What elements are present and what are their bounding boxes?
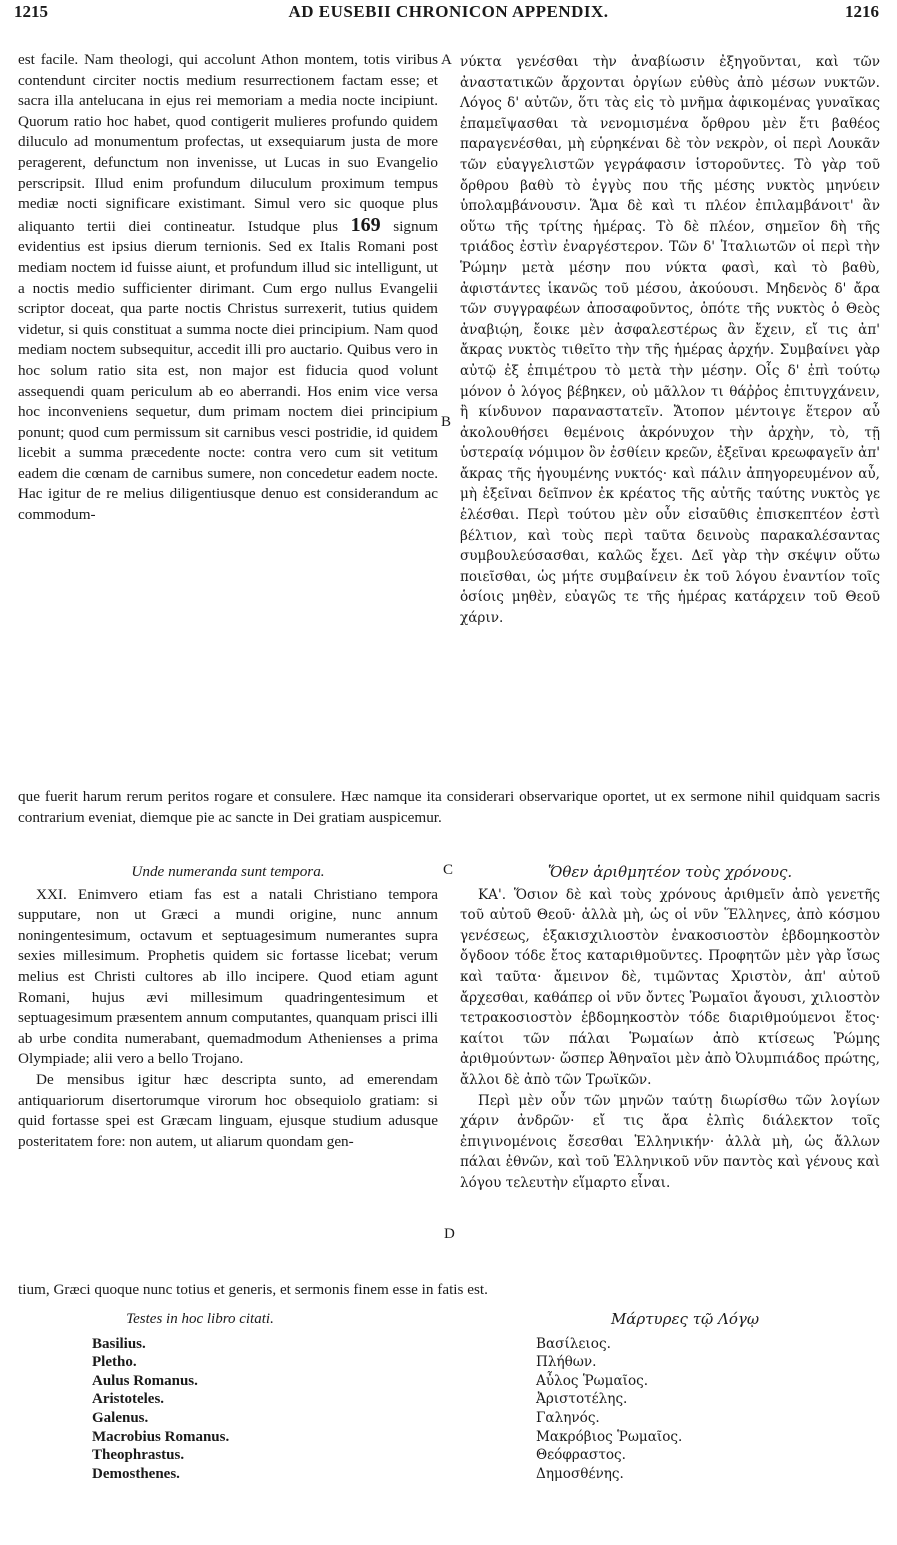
- running-header: [0, 2, 897, 32]
- page-number-right: 1216: [845, 2, 879, 21]
- latin-paragraph-1: XXI. Enimvero etiam fas est a natali Christiano tempora supputare, non ut Græci a mundi origine, nunc annum noningentesimum, octavum et septuagesimum numerantes supra sexies millesimum. Prophetis quidem sic fortasse licebat; verum melius est Christi cultores ab illo incipere. Quod etiam agunt Romani, hujus ævi millesimum quadringentesimum et septuagesimum præsentem annum computantes, quanquam prisci illi ab urbe condita numerabant, quemadmodum Athenienses a prima Olympiade; alii vero a bello Trojano.: [18, 885, 438, 1068]
- list-item: Pletho.: [92, 1354, 137, 1371]
- column-number: 169: [350, 213, 381, 236]
- list-item: Basilius.: [92, 1335, 146, 1352]
- greek-paragraph-2: Περὶ μὲν οὖν τῶν μηνῶν ταύτῃ διωρίσθω τῶν λογίων χάριν ἀνδρῶν· εἴ τις ἄρα ἐλπὶς διάλεκτον τοῖς ἐπιγινομένοις ἔσεσθαι Ἑλληνικήν· ἀλλὰ μὴ, ὡς ἄλλων πάλαι ἐθνῶν, καὶ τοῦ Ἑλληνικοῦ νῦν παντὸς καὶ γένους καὶ λόγου τελευτὴν εἵμαρτο εἶναι.: [460, 1092, 880, 1191]
- list-item: Θεόφραστος.: [536, 1447, 626, 1464]
- list-item: Macrobius Romanus.: [92, 1428, 230, 1445]
- running-title: AD EUSEBII CHRONICON APPENDIX.: [288, 2, 609, 21]
- list-item: Μακρόβιος Ῥωμαῖος.: [536, 1428, 683, 1445]
- margin-marker-d: D: [444, 1226, 455, 1242]
- greek-column-section: [460, 862, 880, 1194]
- latin-full-width-2: tium, Græci quoque nunc totius et generis, et sermonis finem esse in fatis est.: [18, 1281, 488, 1298]
- latin-witness-list: [60, 1310, 340, 1483]
- margin-marker-b: B: [441, 414, 452, 430]
- greek-paragraph-1: ΚΑ'. Ὅσιον δὲ καὶ τοὺς χρόνους ἀριθμεῖν ἀπὸ γενετῆς τοῦ αὐτοῦ Θεοῦ· ἀλλὰ μὴ, ὡς οἱ νῦν Ἕλληνες, ἀπὸ κόσμου γενέσεως, ἑξακισχιλιοστὸν ἐνακοσιοστὸν ἑβδομηκοστὸν ὄγδοον τόδε ἔτος καταριθμοῦντες. Προφητῶν μὲν γὰρ ἴσως καὶ ταῦτα· ἄμεινον δὲ, τιμῶντας Χριστὸν, ἀπ' αὐτοῦ ἄρχεσθαι, καθάπερ οἱ νῦν ὄντες Ῥωμαῖοι ἄγουσι, χιλιοστὸν τετρακοσιοστὸν ἑβδομηκοστὸν τόδε διαριθμούμενοι ἔτος· καίτοι τῶν πάλαι Ῥωμαίων ἀπὸ κτίσεως Ῥώμης ἀριθμούντων· ὥσπερ Ἀθηναῖοι μὲν ἀπὸ Ὀλυμπιάδος πρώτης, ἄλλοι δὲ ἀπὸ τῶν Τρωϊκῶν.: [460, 886, 880, 1088]
- list-item: Βασίλειος.: [536, 1335, 611, 1352]
- greek-column-top: [460, 52, 880, 629]
- list-item: Theophrastus.: [92, 1447, 185, 1464]
- greek-section-heading: Ὅθεν ἀριθμητέον τοὺς χρόνους.: [547, 863, 793, 881]
- latin-full-width-1: que fuerit harum rerum peritos rogare et consulere. Hæc namque ita considerari observarique oportet, ut ex sermone nihil quidquam sacris contrarium eveniat, diemque pie ac sancte in Dei gratiam auspicemur.: [18, 788, 880, 826]
- latin-paragraph-2: De mensibus igitur hæc descripta sunto, ad emerendam antiquariorum disertorumque virorum hoc obsequiolo gratiam: si quid fortasse spei est Græcam linguam, ejusque studium adusque posteritatem fore: non autem, ut aliarum quondam gen-: [18, 1070, 438, 1150]
- list-item: Πλήθων.: [536, 1354, 597, 1371]
- list-item: Ἀριστοτέλης.: [536, 1391, 628, 1408]
- list-item: Γαληνός.: [536, 1409, 600, 1426]
- greek-text-top: νύκτα γενέσθαι τὴν ἀναβίωσιν ἐξηγοῦνται, καὶ τῶν ἀναστατικῶν ἄρχονται ὀργίων εὐθὺς ἀπὸ μέσων νυκτῶν. Λόγος δ' αὐτῶν, ὅτι τὰς εἰς τὸ μνῆμα ἀφικομένας γυναῖκας ἐπαμεῖψασθαι τὰ νενομισμένα ὄρθρου μὲν ἔτι βαθέος παραγενέσθαι, μὴ εὑρηκέναι δὲ τὸν νεκρὸν, οἱ περὶ Λουκᾶν τῶν εὐαγγελιστῶν γεγράφασιν ἱστοροῦντες. Τὸ γὰρ τοῦ ὄρθρου βαθὺ τὸ ἐγγὺς που τῆς μέσης νυκτὸς μηνύειν ὑπολαμβάνουσιν. Ἅμα δὲ καὶ τι πλέον ἐπιλαμβάνοιτ' ἂν οὕτω τῆς τρίτης ἡμέρας. Τὸ δὲ πλέον, σημεῖον δὴ τῆς τριάδος ἐστὶν ἐναργέστερον. Τῶν δ' Ἰταλιωτῶν οἱ περὶ τὴν Ῥώμην μετὰ μέσην που νύκτα φασὶ, καὶ τὸ βαθὺ, ἀφιστάντες ἱκανῶς τοῦ μέσου, ἀκούουσι. Μηδενὸς δ' ἄρα τῶν συγγραφέων ἀποσαφοῦντος, ὁπότε τῆς νυκτὸς ὁ Θεὸς ἀναβιῴη, ἔοικε μὲν ἀσφαλεστέρως ἂν ἔχειν, εἴ τις ἀπ' ἄκρας νυκτὸς τιθεῖτο τὴν τῆς ἡμέρας ἀρχήν. Συμβαίνει γὰρ αὐτῷ ἐξ ἐπιμέτρου τὸ μετὰ τὴν μέσην. Οἷς δ' ἐπὶ τούτῳ μόνον ὁ λόγος βέβηκεν, οὐ μᾶλλον τι θάῤῥος ἐπιτυγχάνειν, ἢ κίνδυνον παραναστατεῖν. Ἄτοπον μέντοιγε ἕτερον αὖ ἀκολουθήσει θεμένοις ἀκρόνυχον τὴν ἀρχὴν, τὸ, τῇ ὑστεραίᾳ νόμιμον ὂν ἐσθίειν κρεῶν, ἐξεῖναι κρεωφαγεῖν ἀπ' ἄκρας τῆς ἡγουμένης νυκτός· καὶ πάλιν ἀπηγορευμένον αὖ, μὴ ἐξεῖναι δεῖπνον ἐκ κρέατος τῆς αὐτῆς ταύτης νυκτὸς γε ἑλέσθαι. Περὶ τούτου μὲν οὖν εἰσαῦθις ἐπισκεπτέον ἐστὶ βέλτιον, καὶ τοὺς περὶ ταῦτα δεινοὺς παρακαλέσαντας συμβουλεύσασθαι, καλῶς ἔχει. Δεῖ γὰρ τὴν σκέψιν οὕτω ποιεῖσθαι, ὡς μήτε συμβαίνειν ἐκ τοῦ λόγου ἐναντίον τοῖς ὁσίοις μηθὲν, εὐαγῶς τε τῆς ἡμέρας κατάρχειν τοῦ Θεοῦ χάριν.: [460, 54, 880, 627]
- list-item: Aulus Romanus.: [92, 1372, 198, 1389]
- greek-witness-list: [520, 1310, 820, 1483]
- latin-witness-title: Testes in hoc libro citati.: [126, 1311, 274, 1327]
- list-item: Galenus.: [92, 1409, 149, 1426]
- greek-witness-title: Μάρτυρες τῷ Λόγῳ: [610, 1310, 760, 1328]
- list-item: Aristoteles.: [92, 1391, 165, 1408]
- latin-column-top: [18, 50, 438, 526]
- list-item: Demosthenes.: [92, 1465, 180, 1482]
- latin-column-section: [18, 862, 438, 1152]
- list-item: Δημοσθένης.: [536, 1465, 624, 1482]
- latin-section-heading: Unde numeranda sunt tempora.: [131, 863, 325, 880]
- margin-marker-c: C: [443, 862, 454, 878]
- latin-text-2: signum evidentius est ipsius dierum ternionis. Sed ex Italis Romani post mediam noctem id fuisse aiunt, et profundum illud sic intelligunt, ut a noctis medio sufficienter dirimant. Cum ergo nullus Evangelii scriptor doceat, qua parte noctis Christus surrexerit, tutius quidem videtur, si quis constituat a summa nocte diei principium. Nam quod mediam noctem subsequitur, accedit illi pro auctario. Quibus vero in hoc solum ratio sita est, non major est fiducia quod volunt assequendi quam periculum ab eo aberrandi. Hos enim vice versa hoc inconveniens sequetur, dum primam noctem diei principium ponunt; quod cum permissum sit carnibus vesci postridie, id quidem licebit a summa præcedente nocte: contra vero cum sit vetitum eadem die cœnam de carnibus sumere, non concedetur eadem nocte. Hac igitur de re melius diligentiusque denuo est considerandum ac commodum-: [18, 217, 439, 524]
- list-item: Αὖλος Ῥωμαῖος.: [536, 1372, 649, 1389]
- page-number-left: 1215: [14, 2, 48, 21]
- margin-marker-a: A: [441, 52, 452, 68]
- latin-text-1: est facile. Nam theologi, qui accolunt Athon montem, totis viribus contendunt circiter noctis medium resurrectionem factam esse; et sacra illa antelucana in ejus rei memoriam a media nocte incipiunt. Quorum ratio hoc habet, quod contigerit mulieres profundo quidem diluculo ad monumentum profectas, ut exsequiarum justa de more peragerent, defunctum non invenisse, ut Lucas in suo Evangelio perscripsit. Illud enim profundum diluculum proximum tempus mediæ nocti significare existimant. Simul vero sic quoque plus aliquanto tertii diei contineatur. Istudque plus: [18, 51, 438, 235]
